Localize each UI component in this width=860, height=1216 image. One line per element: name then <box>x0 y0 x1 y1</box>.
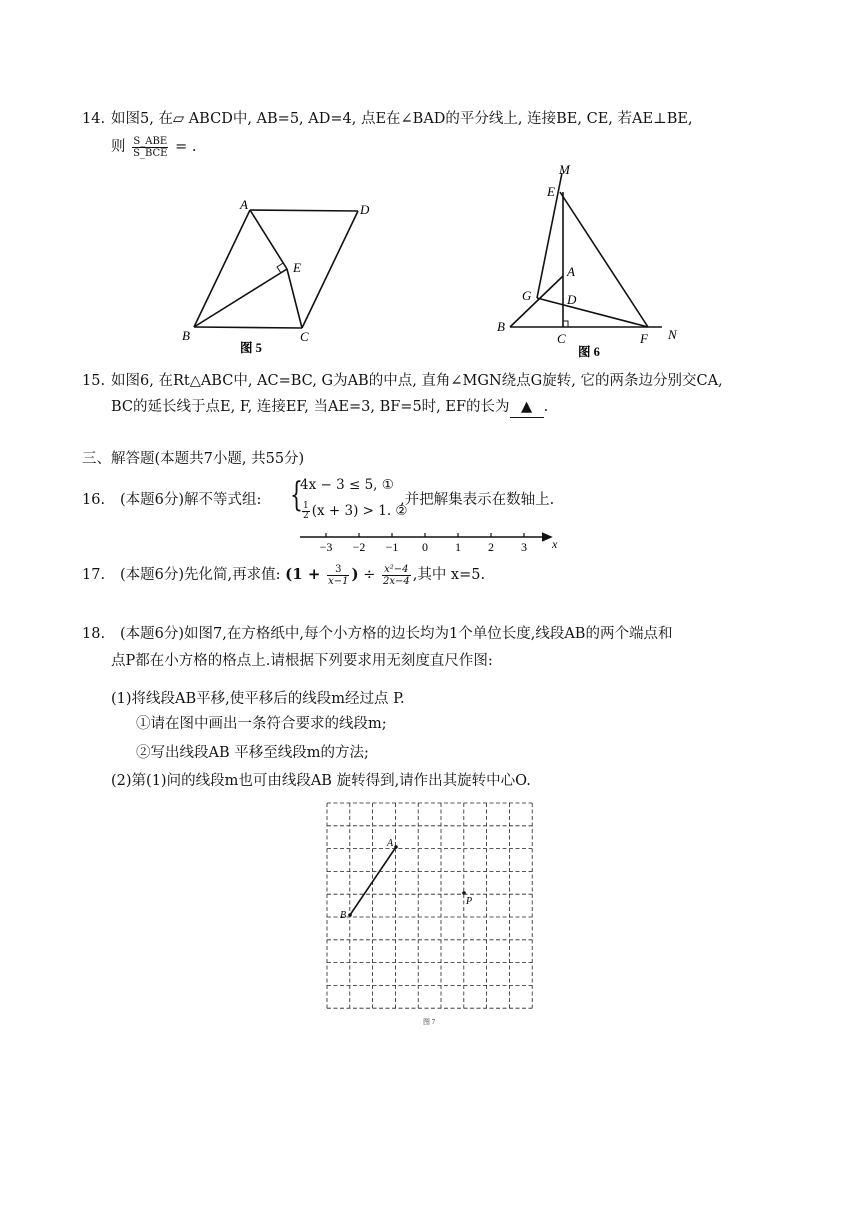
number-line-tick-label: −1 <box>385 540 399 554</box>
grid-point-p <box>462 891 466 895</box>
q15-answer-blank: ▲ <box>510 397 544 418</box>
fig5-edge-dc <box>302 211 358 328</box>
q16-inequality-2-text: (x + 3) > 1. ② <box>311 503 408 519</box>
fig6-label-b: B <box>497 319 505 334</box>
q17-open-paren: (1 + <box>285 565 321 583</box>
q18-part2: (2)第(1)问的线段m也可由线段AB 旋转得到,请作出其旋转中心O. <box>111 773 531 789</box>
number-line-tick-label: 3 <box>521 540 527 554</box>
fig6-label-e: E <box>547 184 555 199</box>
q17-fraction-1-denominator: x−1 <box>328 575 349 587</box>
fig6-label-c: C <box>557 331 566 346</box>
number-line-arrow <box>542 533 551 541</box>
number-line-tick-label: 1 <box>455 540 461 554</box>
grid-label-a: A <box>387 838 394 849</box>
figure-5 <box>175 195 390 360</box>
q14-text: 如图5, 在▱ ABCD中, AB=5, AD=4, 点E在∠BAD的平分线上, 连接BE, CE, 若AE⊥BE, <box>111 111 693 127</box>
q17-fraction-1 <box>327 564 349 587</box>
fig6-line-ba <box>510 276 563 327</box>
fig6-label-n: N <box>668 327 677 342</box>
fig5-label-c: C <box>300 329 309 344</box>
q18-part1b: ②写出线段AB 平移至线段m的方法; <box>136 745 369 761</box>
q18-part1: (1)将线段AB平移,使平移后的线段m经过点 P. <box>111 691 405 707</box>
figure-6 <box>490 160 690 365</box>
grid-point-a <box>394 845 398 849</box>
q16-system-brace: { <box>290 475 303 515</box>
fig5-label-e: E <box>293 260 301 275</box>
number-line-variable: x <box>552 537 558 551</box>
q17-expression <box>120 560 485 588</box>
grid-label-b: B <box>340 910 347 921</box>
fig6-label-d: D <box>567 292 577 307</box>
q14-ratio-line <box>111 134 196 160</box>
q16-half-numerator: 1 <box>303 501 309 511</box>
q17-fraction-2-numerator: x²−4 <box>382 564 411 576</box>
figure-7-caption: 图 7 <box>423 1018 436 1026</box>
fig5-label-b: B <box>182 328 190 343</box>
fig6-label-a: A <box>567 264 575 279</box>
q17-fraction-1-numerator: 3 <box>327 564 349 576</box>
q15-line1: 如图6, 在Rt△ABC中, AC=BC, G为AB的中点, 直角∠MGN绕点G旋转, 它的两条边分别交CA, <box>111 373 723 389</box>
fig5-segment-ae <box>250 210 287 269</box>
q18-part1a: ①请在图中画出一条符合要求的线段m; <box>136 716 387 732</box>
q15-number: 15. <box>82 373 106 389</box>
fig6-label-m: M <box>559 162 570 177</box>
q17-number: 17. <box>82 567 106 583</box>
fig5-segment-ce <box>287 269 302 328</box>
q14-number: 14. <box>82 111 106 127</box>
q16-inequality-2 <box>300 499 408 523</box>
q17-suffix: ,其中 x=5. <box>412 567 486 583</box>
fig5-edge-ad <box>250 210 358 211</box>
q14-ratio-denominator: S_BCE <box>133 147 168 159</box>
fig5-label-d: D <box>360 202 370 217</box>
q17-fraction-2-denominator: 2x−4 <box>382 575 410 587</box>
q16-suffix: ,并把解集表示在数轴上. <box>400 492 555 508</box>
q17-fraction-2 <box>382 564 411 587</box>
fig6-label-f: F <box>640 331 648 346</box>
number-line-tick-label: 0 <box>422 540 428 554</box>
q18-line1: (本题6分)如图7,在方格纸中,每个小方格的边长均为1个单位长度,线段AB的两个端点和 <box>120 626 673 642</box>
q16-half-denominator: 2 <box>303 511 309 521</box>
q15-line2 <box>111 397 548 418</box>
number-line-tick-label: −2 <box>352 540 366 554</box>
q17-prefix: (本题6分)先化简,再求值: <box>120 567 281 583</box>
q17-close-paren: ) <box>351 565 359 583</box>
q16-number: 16. <box>82 492 106 508</box>
q14-ratio-numerator: S_ABE <box>133 135 168 147</box>
fig5-label-a: A <box>240 197 248 212</box>
q14-ratio-fraction <box>132 136 168 159</box>
q15-line2-end: . <box>543 399 549 415</box>
q15-line2-text: BC的延长线于点E, F, 连接EF, 当AE=3, BF=5时, EF的长为 <box>111 399 510 415</box>
fig5-caption: 图 5 <box>240 341 262 355</box>
q17-divide-sign: ÷ <box>363 567 376 583</box>
q14-suffix: = . <box>175 139 197 155</box>
fig6-caption: 图 6 <box>578 345 600 359</box>
number-line <box>295 526 570 556</box>
q18-line2: 点P都在小方格的格点上.请根据下列要求用无刻度直尺作图: <box>111 653 493 669</box>
fig5-edge-bc <box>194 327 302 328</box>
q16-inequality-1: 4x − 3 ≤ 5, ① <box>300 477 394 493</box>
q16-prefix: (本题6分)解不等式组: <box>120 492 262 508</box>
grid-label-p: P <box>466 896 473 907</box>
grid-point-b <box>348 913 352 917</box>
q16-half-fraction <box>302 502 310 521</box>
section-3-title: 三、解答题(本题共7小题, 共55分) <box>82 451 305 467</box>
q14-prefix: 则 <box>111 139 126 155</box>
fig6-label-g: G <box>522 288 532 303</box>
q18-number: 18. <box>82 626 106 642</box>
figure-7-grid <box>318 796 540 1026</box>
number-line-tick-label: −3 <box>319 540 333 554</box>
number-line-tick-label: 2 <box>488 540 494 554</box>
